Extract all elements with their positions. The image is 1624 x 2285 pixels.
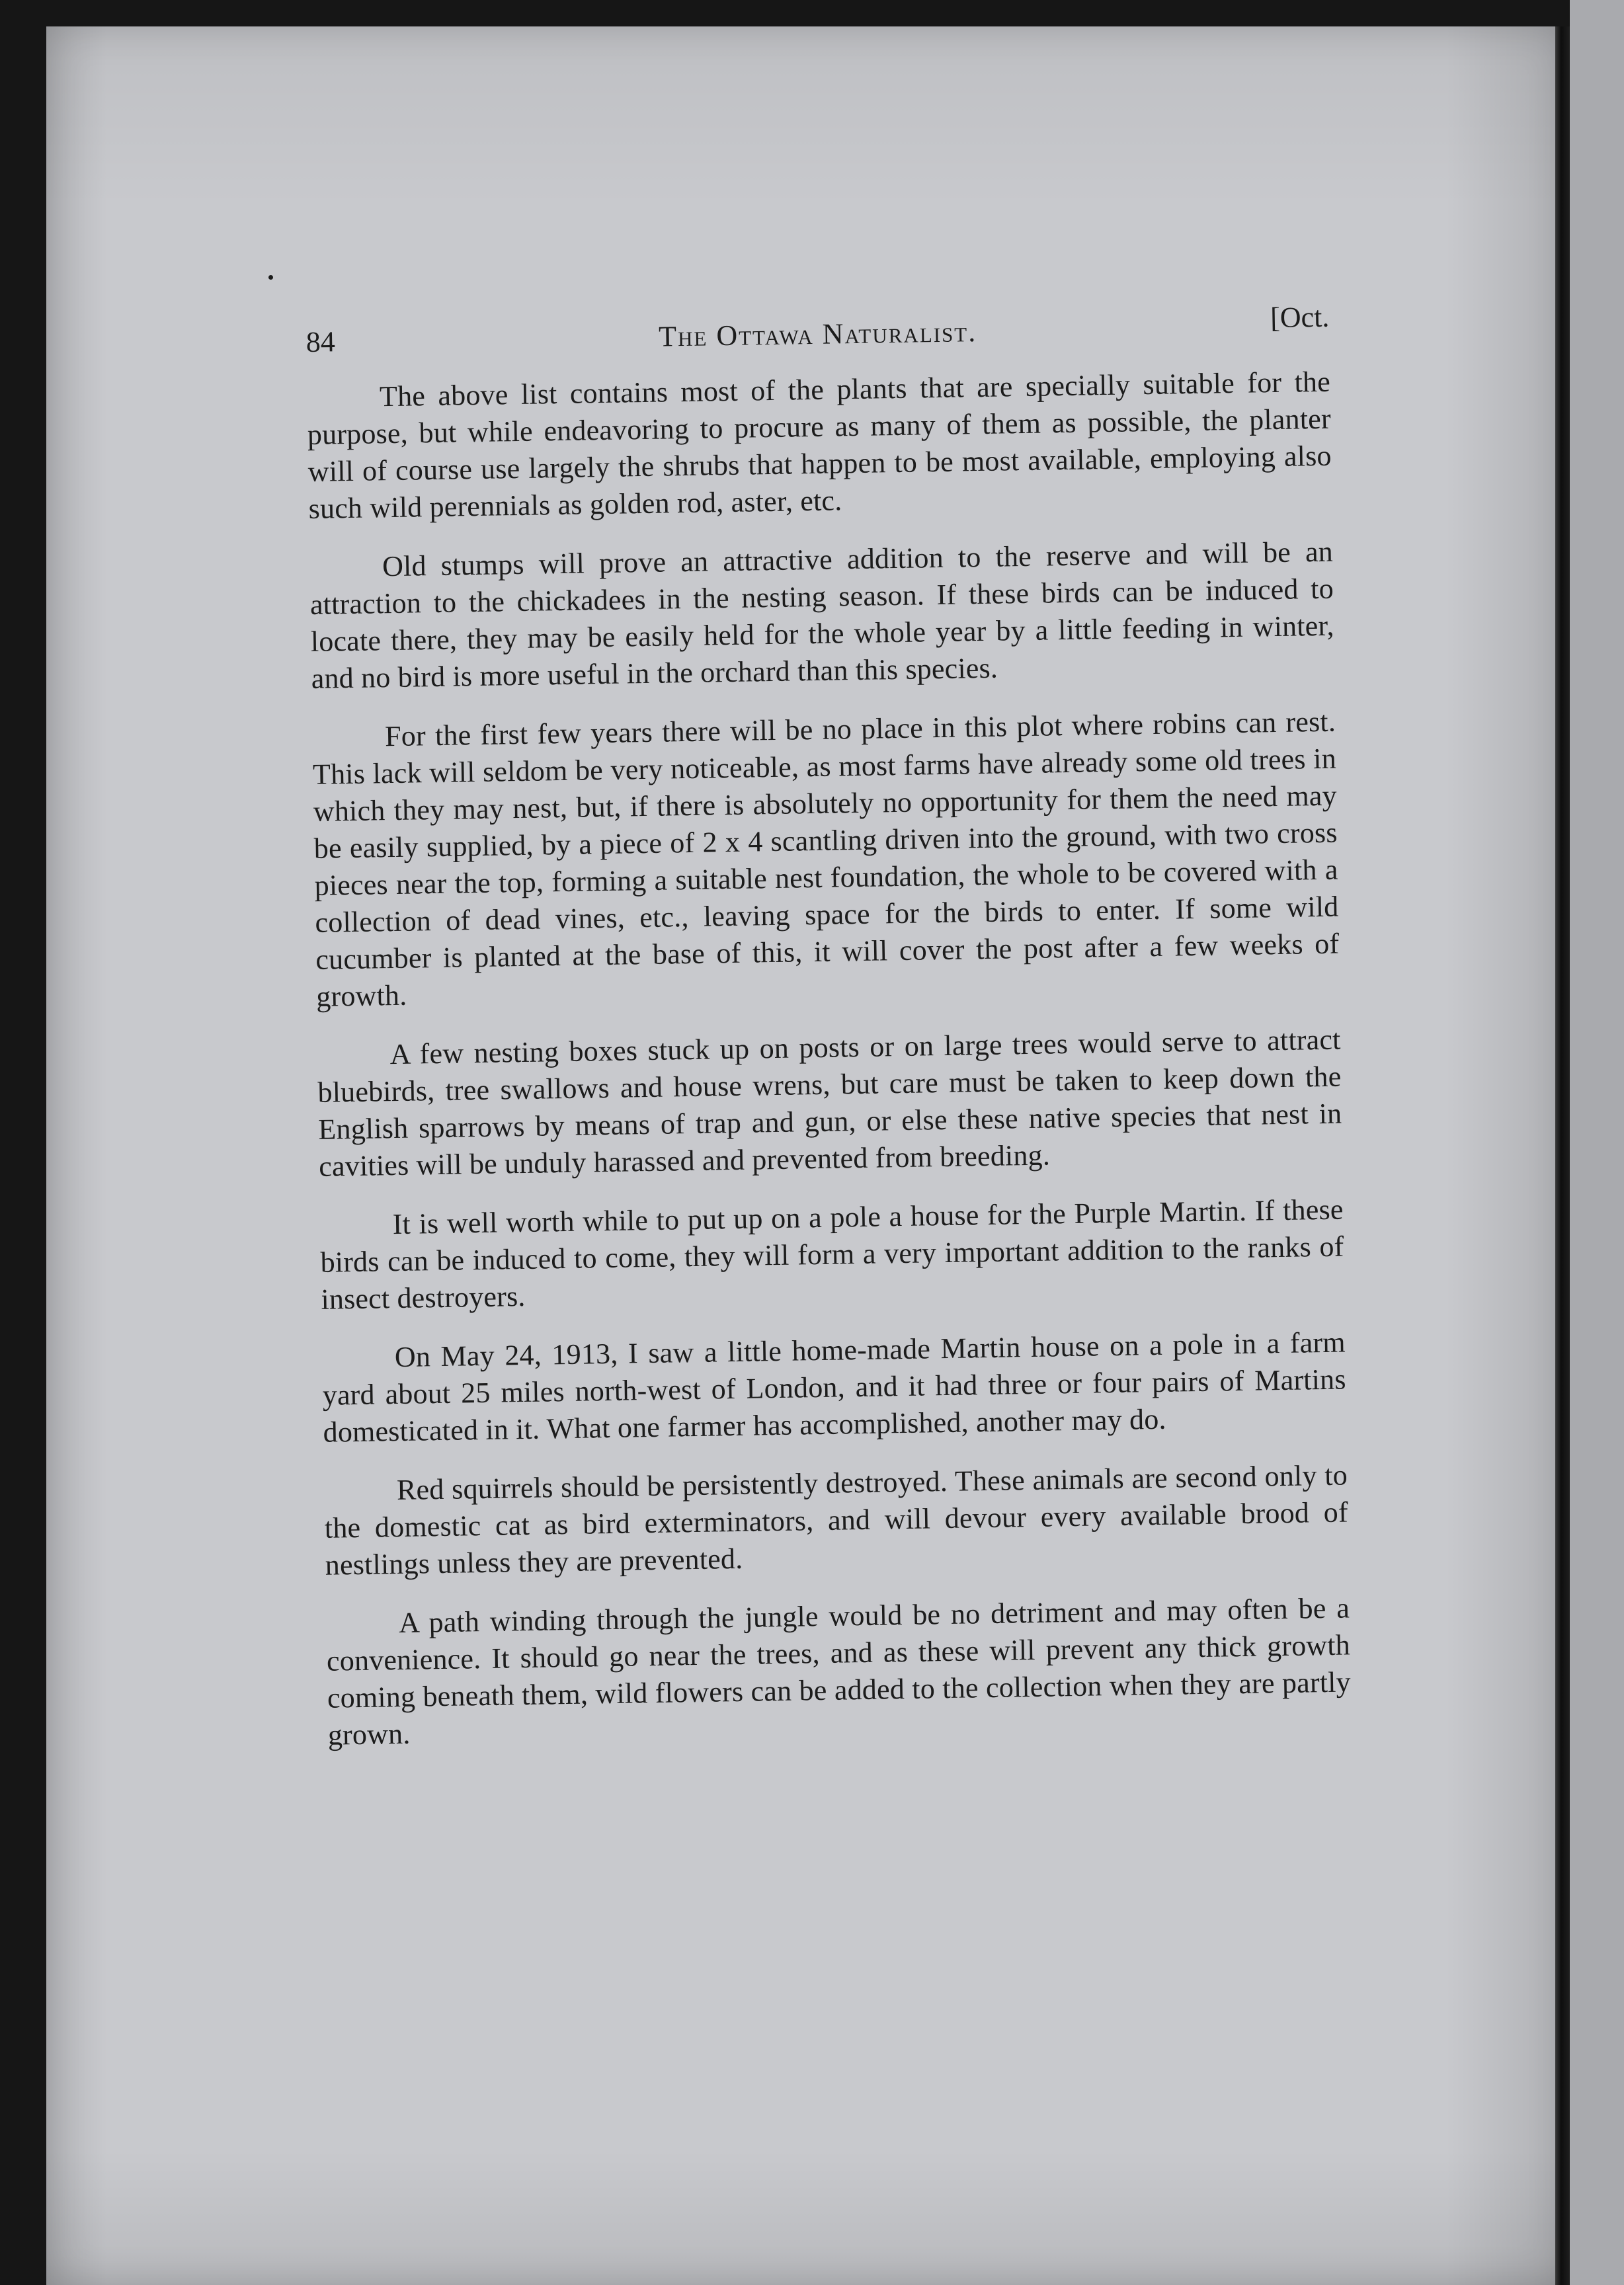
paragraph-nesting-boxes: A few nesting boxes stuck up on posts or on large trees would serve to attract bluebirds, tree swallows and house wrens, but care must be taken to keep down the English sparrows by means of trap and gun, or else these native species that nest in cavities will be unduly harassed and prevented from breeding. — [317, 1023, 1342, 1183]
adjacent-page-edge — [1570, 0, 1624, 2285]
scan-speck — [268, 275, 273, 280]
issue-month: [Oct. — [1270, 300, 1330, 335]
page-binding-edge — [1555, 26, 1570, 2285]
paragraph-plants-list: The above list contains most of the plants that are specially suitable for the purpose, but while endeavoring to procure as many of them as possible, the planter will of course use largely the shrubs that happen to be most available, employing also such wild perennials as golden rod, aster, etc. — [307, 365, 1332, 525]
paragraph-path: A path winding through the jungle would be no detriment and may often be a convenience. It should go near the trees, and as these will prevent any thick growth coming beneath them, wild flowers can be added to the collection when they are partly grown. — [326, 1591, 1352, 1751]
journal-title: The Ottawa Naturalist. — [658, 315, 977, 353]
paragraph-martin-house: On May 24, 1913, I saw a little home-made Martin house on a pole in a farm yard about 25 miles north-west of London, and it had three or four pairs of Martins domesticated in it. What one farmer has accomplished, another may do. — [322, 1326, 1346, 1449]
paragraph-red-squirrels: Red squirrels should be persistently destroyed. These animals are second only to the domestic cat as bird exterminators, and will devour every available brood of nestlings unless they are prevented. — [324, 1459, 1349, 1582]
page-text-block — [305, 295, 1352, 1776]
paragraph-robins: For the first few years there will be no place in this plot where robins can rest. This lack will seldom be very noticeable, as most farms have already some old trees in which they may nest, but, if there is absolutely no opportunity for them the need may be easily supplied, by a piece of 2 x 4 scantling driven into the ground, with two cross pieces near the top, forming a suitable nest foundation, the whole to be covered with a collection of dead vines, etc., leaving space for the birds to enter. If some wild cucumber is planted at the base of this, it will cover the post after a few weeks of growth. — [312, 705, 1340, 1013]
paragraph-purple-martin: It is well worth while to put up on a pole a house for the Purple Martin. If these birds can be induced to come, they will form a very important addition to the ranks of insect destroyers. — [320, 1193, 1344, 1316]
paragraph-old-stumps: Old stumps will prove an attractive addition to the reserve and will be an attraction to the chickadees in the nesting season. If these birds can be induced to locate there, they may be easily held for the whole year by a little feeding in winter, and no bird is more useful in the orchard than this species. — [309, 535, 1335, 695]
page-number: 84 — [305, 325, 336, 358]
